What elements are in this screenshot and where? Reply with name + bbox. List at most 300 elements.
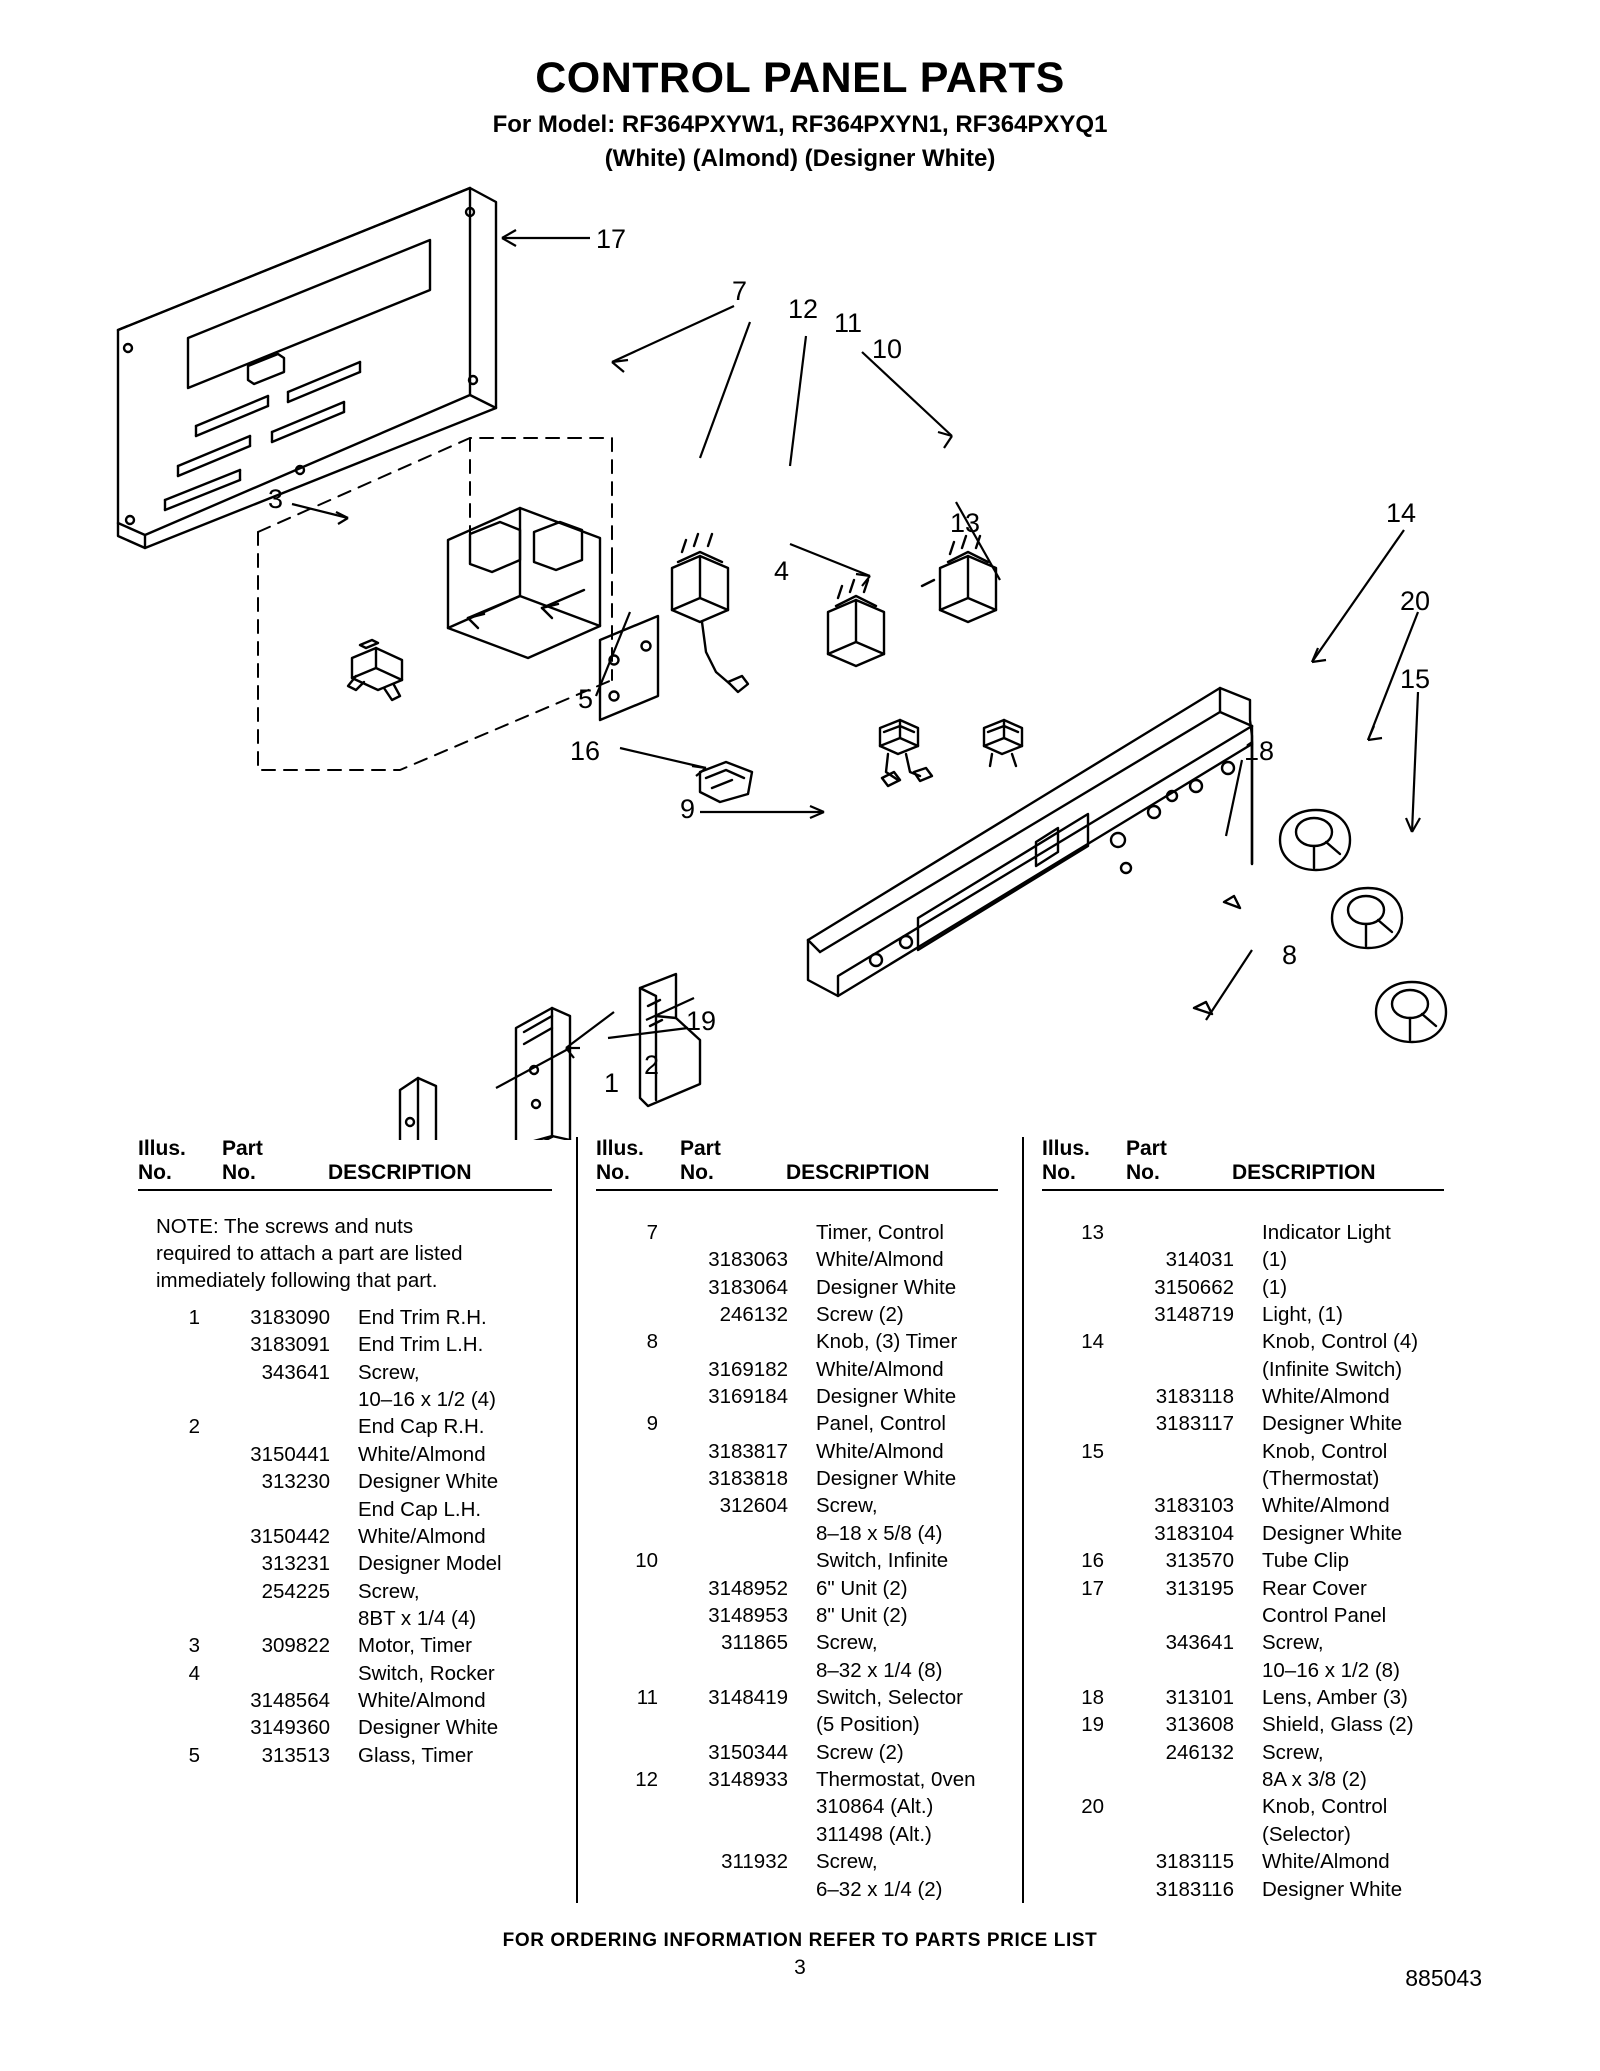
cell-part-no	[1112, 1219, 1244, 1246]
callout-16: 16	[570, 736, 601, 766]
cell-part-no	[666, 1547, 798, 1574]
cell-description: (Thermostat)	[1262, 1467, 1380, 1491]
cell-illus-no	[596, 1575, 666, 1602]
cell-part-no	[1112, 1356, 1244, 1383]
cell-part-no: 3183818	[708, 1467, 788, 1491]
table-row	[596, 1438, 1022, 1465]
parts-rows-1	[138, 1304, 576, 1769]
cell-illus-no: 18	[1081, 1685, 1104, 1709]
cell-description: 6" Unit (2)	[816, 1576, 908, 1600]
cell-description: End Trim R.H.	[358, 1306, 487, 1330]
table-row	[138, 1304, 576, 1331]
cell-illus-no	[138, 1687, 208, 1714]
cell-description: White/Almond	[358, 1524, 486, 1548]
cell-illus-no: 19	[1081, 1713, 1104, 1737]
cell-description: End Trim L.H.	[358, 1333, 484, 1357]
table-row	[596, 1219, 1022, 1246]
cell-description: Knob, Control	[1262, 1439, 1388, 1463]
cell-part-no: 3150442	[250, 1524, 330, 1548]
cell-illus-no: 17	[1081, 1576, 1104, 1600]
header-part-no-line2: No.	[222, 1160, 256, 1184]
table-row	[138, 1742, 576, 1769]
timer-glass-part	[600, 616, 658, 720]
cell-description: White/Almond	[1262, 1494, 1390, 1518]
table-row	[596, 1410, 1022, 1437]
cell-illus-no	[596, 1629, 666, 1656]
table-row	[138, 1550, 576, 1577]
cell-description: 8–18 x 5/8 (4)	[816, 1521, 943, 1545]
cell-illus-no	[596, 1465, 666, 1492]
callout-4: 4	[774, 556, 790, 586]
table-row	[138, 1413, 576, 1440]
cell-description: Screw (2)	[816, 1302, 904, 1326]
table-row	[596, 1465, 1022, 1492]
table-row	[138, 1578, 576, 1605]
cell-illus-no: 3	[188, 1634, 200, 1658]
cell-description: White/Almond	[816, 1439, 944, 1463]
cell-part-no	[666, 1410, 798, 1437]
cell-description: Designer Model	[358, 1552, 502, 1576]
table-row	[138, 1331, 576, 1358]
cell-part-no	[666, 1328, 798, 1355]
table-row	[596, 1575, 1022, 1602]
cell-part-no	[1112, 1766, 1244, 1793]
callout-10: 10	[872, 334, 903, 364]
cell-illus-no	[138, 1714, 208, 1741]
cell-illus-no: 14	[1081, 1330, 1104, 1354]
column-header	[138, 1137, 576, 1191]
cell-illus-no	[138, 1331, 208, 1358]
table-row	[138, 1468, 576, 1495]
cell-illus-no: 20	[1081, 1795, 1104, 1819]
table-row	[138, 1523, 576, 1550]
cell-illus-no	[138, 1578, 208, 1605]
cell-description: Knob, Control (4)	[1262, 1330, 1419, 1354]
cell-illus-no	[138, 1523, 208, 1550]
cell-illus-no	[1042, 1739, 1112, 1766]
parts-note: NOTE: The screws and nuts required to attach a part are listed immediately following that part.	[156, 1214, 463, 1292]
cell-description: Designer White	[1262, 1877, 1403, 1901]
cell-illus-no	[596, 1274, 666, 1301]
table-row	[138, 1386, 576, 1413]
cell-part-no	[1112, 1821, 1244, 1848]
cell-illus-no: 10	[635, 1549, 658, 1573]
cell-part-no: 3183103	[1154, 1494, 1234, 1518]
cell-description: Designer White	[358, 1716, 499, 1740]
infinite-switch-part	[922, 536, 996, 622]
table-row	[1042, 1438, 1468, 1465]
cell-illus-no: 13	[1081, 1220, 1104, 1244]
cell-description: Designer White	[816, 1385, 957, 1409]
cell-description: White/Almond	[1262, 1850, 1390, 1874]
cell-illus-no	[1042, 1410, 1112, 1437]
cell-illus-no	[1042, 1821, 1112, 1848]
cell-illus-no	[1042, 1848, 1112, 1875]
table-row	[596, 1766, 1022, 1793]
cell-illus-no	[596, 1383, 666, 1410]
cell-part-no	[1112, 1465, 1244, 1492]
table-row	[596, 1739, 1022, 1766]
table-row	[1042, 1301, 1468, 1328]
table-row	[596, 1328, 1022, 1355]
cell-description: Lens, Amber (3)	[1262, 1685, 1408, 1709]
cell-description: 8" Unit (2)	[816, 1603, 908, 1627]
cell-illus-no	[1042, 1246, 1112, 1273]
control-panel-part	[808, 688, 1252, 996]
page-title: CONTROL PANEL PARTS	[535, 54, 1065, 102]
cell-illus-no: 12	[635, 1768, 658, 1792]
callout-11: 11	[834, 308, 863, 338]
cell-part-no: 3148953	[708, 1603, 788, 1627]
cell-illus-no	[1042, 1602, 1112, 1629]
table-row	[596, 1684, 1022, 1711]
callout-7: 7	[732, 276, 748, 306]
cell-illus-no: 7	[646, 1220, 658, 1244]
table-row	[596, 1876, 1022, 1903]
cell-description: Designer White	[816, 1275, 957, 1299]
cell-part-no: 313570	[1165, 1549, 1234, 1573]
callout-9: 9	[680, 794, 696, 824]
end-trim-part	[400, 1078, 436, 1140]
table-row	[596, 1821, 1022, 1848]
cell-description: Screw (2)	[816, 1740, 904, 1764]
cell-illus-no	[596, 1438, 666, 1465]
table-row	[1042, 1219, 1468, 1246]
document-footer	[0, 1930, 1600, 1980]
parts-rows-2	[596, 1219, 1022, 1903]
cell-illus-no	[138, 1386, 208, 1413]
cell-description: Designer White	[1262, 1412, 1403, 1436]
selector-switch-part	[828, 580, 884, 666]
cell-part-no	[1112, 1602, 1244, 1629]
cell-description: 10–16 x 1/2 (8)	[1262, 1658, 1400, 1682]
table-row	[138, 1441, 576, 1468]
control-knob-part	[1280, 810, 1446, 1042]
amber-lens-part	[1194, 896, 1240, 1014]
cell-illus-no	[596, 1301, 666, 1328]
tube-clip-part	[700, 762, 752, 802]
cell-illus-no	[596, 1657, 666, 1684]
cell-part-no: 3183115	[1155, 1850, 1234, 1874]
cell-illus-no	[1042, 1492, 1112, 1519]
cell-description: Thermostat, 0ven	[816, 1768, 976, 1792]
cell-description: Screw,	[816, 1631, 878, 1655]
cell-description: Rear Cover	[1262, 1576, 1367, 1600]
cell-part-no	[1112, 1328, 1244, 1355]
cell-illus-no	[1042, 1274, 1112, 1301]
cell-description: Indicator Light	[1262, 1220, 1391, 1244]
header-illus-no-line1: Illus.	[1042, 1137, 1090, 1160]
cell-part-no: 313231	[261, 1552, 330, 1576]
cell-illus-no	[596, 1876, 666, 1903]
cell-illus-no	[1042, 1383, 1112, 1410]
rear-cover-part	[118, 188, 496, 548]
cell-description: Screw,	[358, 1360, 420, 1384]
cell-description: Glass, Timer	[358, 1743, 474, 1767]
cell-description: Screw,	[358, 1579, 420, 1603]
cell-illus-no	[138, 1605, 208, 1632]
cell-part-no	[666, 1793, 798, 1820]
header-description: DESCRIPTION	[786, 1160, 930, 1184]
cell-description: 6–32 x 1/4 (2)	[816, 1877, 943, 1901]
cell-illus-no: 15	[1081, 1439, 1104, 1463]
cell-description: White/Almond	[1262, 1385, 1390, 1409]
cell-illus-no: 16	[1081, 1549, 1104, 1573]
thermostat-part	[672, 534, 748, 692]
column-header	[1042, 1137, 1468, 1191]
cell-part-no: 312604	[719, 1494, 788, 1518]
table-row	[596, 1793, 1022, 1820]
cell-part-no	[208, 1605, 340, 1632]
cell-illus-no	[1042, 1876, 1112, 1903]
header-part-no-line2: No.	[1126, 1160, 1160, 1184]
cell-illus-no	[1042, 1465, 1112, 1492]
table-row	[1042, 1848, 1468, 1875]
cell-part-no: 311865	[721, 1631, 788, 1655]
cell-part-no: 3169184	[708, 1385, 788, 1409]
cell-description: (1)	[1262, 1275, 1288, 1299]
cell-description: End Cap L.H.	[358, 1497, 482, 1521]
cell-part-no	[208, 1496, 340, 1523]
cell-part-no: 3183117	[1155, 1412, 1234, 1436]
cell-description: White/Almond	[816, 1357, 944, 1381]
callout-5: 5	[578, 684, 594, 714]
table-row	[1042, 1520, 1468, 1547]
cell-part-no: 3148933	[708, 1768, 788, 1792]
cell-description: 310864 (Alt.)	[816, 1795, 934, 1819]
table-row	[1042, 1383, 1468, 1410]
ordering-information-note: FOR ORDERING INFORMATION REFER TO PARTS PRICE LIST	[502, 1930, 1098, 1951]
table-row	[1042, 1492, 1468, 1519]
parts-rows-3	[1042, 1219, 1468, 1903]
header-rule	[1042, 1189, 1444, 1191]
table-row	[1042, 1356, 1468, 1383]
callout-15: 15	[1400, 664, 1431, 694]
cell-description: Motor, Timer	[358, 1634, 472, 1658]
cell-illus-no	[596, 1793, 666, 1820]
cell-illus-no	[596, 1821, 666, 1848]
cell-illus-no	[1042, 1766, 1112, 1793]
parts-column-1	[130, 1137, 576, 1903]
table-row	[1042, 1657, 1468, 1684]
callout-14: 14	[1386, 498, 1417, 528]
cell-part-no: 309822	[261, 1634, 330, 1658]
cell-part-no: 313230	[261, 1470, 330, 1494]
page-number: 3	[794, 1956, 806, 1979]
cell-illus-no	[138, 1359, 208, 1386]
cell-part-no: 3148564	[250, 1689, 330, 1713]
cell-part-no: 343641	[261, 1360, 330, 1384]
model-line: For Model: RF364PXYW1, RF364PXYN1, RF364PXYQ1	[492, 111, 1108, 139]
table-row	[138, 1687, 576, 1714]
cell-description: Shield, Glass (2)	[1262, 1713, 1414, 1737]
cell-description: Tube Clip	[1262, 1549, 1349, 1573]
cell-part-no: 343641	[1165, 1631, 1234, 1655]
table-row	[1042, 1739, 1468, 1766]
cell-description: Knob, Control	[1262, 1795, 1388, 1819]
table-row	[138, 1359, 576, 1386]
parts-column-2	[576, 1137, 1022, 1903]
table-row	[596, 1711, 1022, 1738]
table-row	[1042, 1246, 1468, 1273]
cell-illus-no	[138, 1468, 208, 1495]
cell-description: Knob, (3) Timer	[816, 1330, 958, 1354]
callout-8: 8	[1282, 940, 1298, 970]
cell-part-no: 313513	[261, 1743, 330, 1767]
cell-description: White/Almond	[816, 1248, 944, 1272]
cell-illus-no: 4	[188, 1661, 200, 1685]
cell-part-no: 3150662	[1154, 1275, 1234, 1299]
cell-description: 8A x 3/8 (2)	[1262, 1768, 1367, 1792]
header-rule	[596, 1189, 998, 1191]
cell-part-no: 3148419	[708, 1685, 788, 1709]
cell-illus-no: 1	[188, 1306, 200, 1330]
callout-18: 18	[1244, 736, 1275, 766]
callout-1: 1	[604, 1068, 620, 1098]
table-row	[138, 1714, 576, 1741]
table-row	[1042, 1629, 1468, 1656]
cell-part-no: 3150344	[708, 1740, 788, 1764]
cell-part-no: 3183118	[1155, 1385, 1234, 1409]
cell-description: Screw,	[816, 1850, 878, 1874]
column-header	[596, 1137, 1022, 1191]
cell-illus-no: 8	[646, 1330, 658, 1354]
header-part-no-line2: No.	[680, 1160, 714, 1184]
header-part-no-line1: Part	[222, 1137, 263, 1160]
cell-description: Designer White	[816, 1467, 957, 1491]
table-row	[138, 1496, 576, 1523]
callout-12: 12	[788, 294, 819, 324]
table-row	[596, 1848, 1022, 1875]
cell-part-no: 3183116	[1155, 1877, 1234, 1901]
cell-illus-no	[596, 1848, 666, 1875]
cell-description: Switch, Infinite	[816, 1549, 949, 1573]
table-row	[596, 1520, 1022, 1547]
cell-part-no: 3148952	[708, 1576, 788, 1600]
cell-description: Screw,	[816, 1494, 878, 1518]
cell-part-no: 3183104	[1154, 1521, 1234, 1545]
cell-part-no	[208, 1386, 340, 1413]
table-row	[1042, 1575, 1468, 1602]
cell-illus-no	[596, 1246, 666, 1273]
table-row	[1042, 1766, 1468, 1793]
cell-part-no: 3183090	[250, 1306, 330, 1330]
exploded-parts-diagram	[0, 140, 1600, 1140]
cell-part-no: 3183817	[708, 1439, 788, 1463]
header-illus-no-line2: No.	[138, 1160, 172, 1184]
cell-description: Light, (1)	[1262, 1302, 1343, 1326]
cell-description: Panel, Control	[816, 1412, 946, 1436]
table-row	[1042, 1547, 1468, 1574]
header-illus-no-line2: No.	[596, 1160, 630, 1184]
cell-illus-no: 5	[188, 1743, 200, 1767]
table-row	[596, 1602, 1022, 1629]
cell-part-no: 313101	[1165, 1685, 1234, 1709]
table-row	[596, 1383, 1022, 1410]
table-row	[596, 1657, 1022, 1684]
cell-part-no	[666, 1520, 798, 1547]
timer-control-part	[448, 508, 600, 658]
table-row	[138, 1660, 576, 1687]
cell-description: Switch, Rocker	[358, 1661, 495, 1685]
cell-illus-no	[596, 1356, 666, 1383]
callout-20: 20	[1400, 586, 1431, 616]
cell-description: (Selector)	[1262, 1822, 1351, 1846]
cell-part-no: 313608	[1165, 1713, 1234, 1737]
cell-part-no	[1112, 1793, 1244, 1820]
cell-description: Timer, Control	[816, 1220, 944, 1244]
callout-17: 17	[596, 224, 627, 254]
table-row	[1042, 1602, 1468, 1629]
callout-3: 3	[268, 484, 284, 514]
header-rule	[138, 1189, 552, 1191]
cell-part-no: 3183064	[708, 1275, 788, 1299]
table-row	[596, 1301, 1022, 1328]
cell-illus-no	[138, 1550, 208, 1577]
document-code: 885043	[1405, 1965, 1482, 1991]
cell-part-no	[1112, 1657, 1244, 1684]
cell-part-no: 3150441	[250, 1442, 330, 1466]
table-row	[596, 1547, 1022, 1574]
cell-description: Screw,	[1262, 1740, 1324, 1764]
cell-illus-no	[1042, 1520, 1112, 1547]
cell-illus-no: 11	[636, 1685, 658, 1709]
cell-description: (5 Position)	[816, 1713, 920, 1737]
header-description: DESCRIPTION	[1232, 1160, 1376, 1184]
cell-part-no: 246132	[1165, 1740, 1234, 1764]
cell-part-no	[666, 1876, 798, 1903]
callout-19: 19	[686, 1006, 717, 1036]
cell-description: Screw,	[1262, 1631, 1324, 1655]
table-row	[596, 1629, 1022, 1656]
cell-description: (1)	[1262, 1248, 1288, 1272]
header-part-no-line1: Part	[1126, 1137, 1167, 1160]
cell-part-no	[666, 1711, 798, 1738]
cell-part-no: 3183063	[708, 1248, 788, 1272]
cell-illus-no	[596, 1520, 666, 1547]
timer-motor-part	[348, 640, 402, 700]
cell-description: White/Almond	[358, 1689, 486, 1713]
cell-description: Designer White	[1262, 1521, 1403, 1545]
cell-illus-no: 2	[188, 1415, 200, 1439]
cell-part-no: 313195	[1165, 1576, 1234, 1600]
table-row	[1042, 1274, 1468, 1301]
parts-column-3	[1022, 1137, 1468, 1903]
cell-description: (Infinite Switch)	[1262, 1357, 1403, 1381]
cell-part-no	[666, 1657, 798, 1684]
cell-description: 8BT x 1/4 (4)	[358, 1606, 477, 1630]
cell-description: Designer White	[358, 1470, 499, 1494]
cell-part-no: 3169182	[708, 1357, 788, 1381]
cell-part-no	[666, 1219, 798, 1246]
callout-13: 13	[950, 508, 981, 538]
cell-part-no	[666, 1821, 798, 1848]
header-description: DESCRIPTION	[328, 1160, 472, 1184]
cell-part-no	[1112, 1438, 1244, 1465]
cell-illus-no	[596, 1711, 666, 1738]
cell-illus-no	[138, 1496, 208, 1523]
table-row	[138, 1605, 576, 1632]
table-row	[1042, 1793, 1468, 1820]
table-row	[138, 1632, 576, 1659]
table-row	[596, 1492, 1022, 1519]
table-row	[1042, 1684, 1468, 1711]
rocker-switch-part	[880, 720, 1022, 786]
parts-list-table	[0, 1137, 1600, 1903]
glass-shield-part	[640, 974, 700, 1106]
cell-illus-no	[1042, 1629, 1112, 1656]
color-variants-line: (White) (Almond) (Designer White)	[604, 144, 996, 172]
